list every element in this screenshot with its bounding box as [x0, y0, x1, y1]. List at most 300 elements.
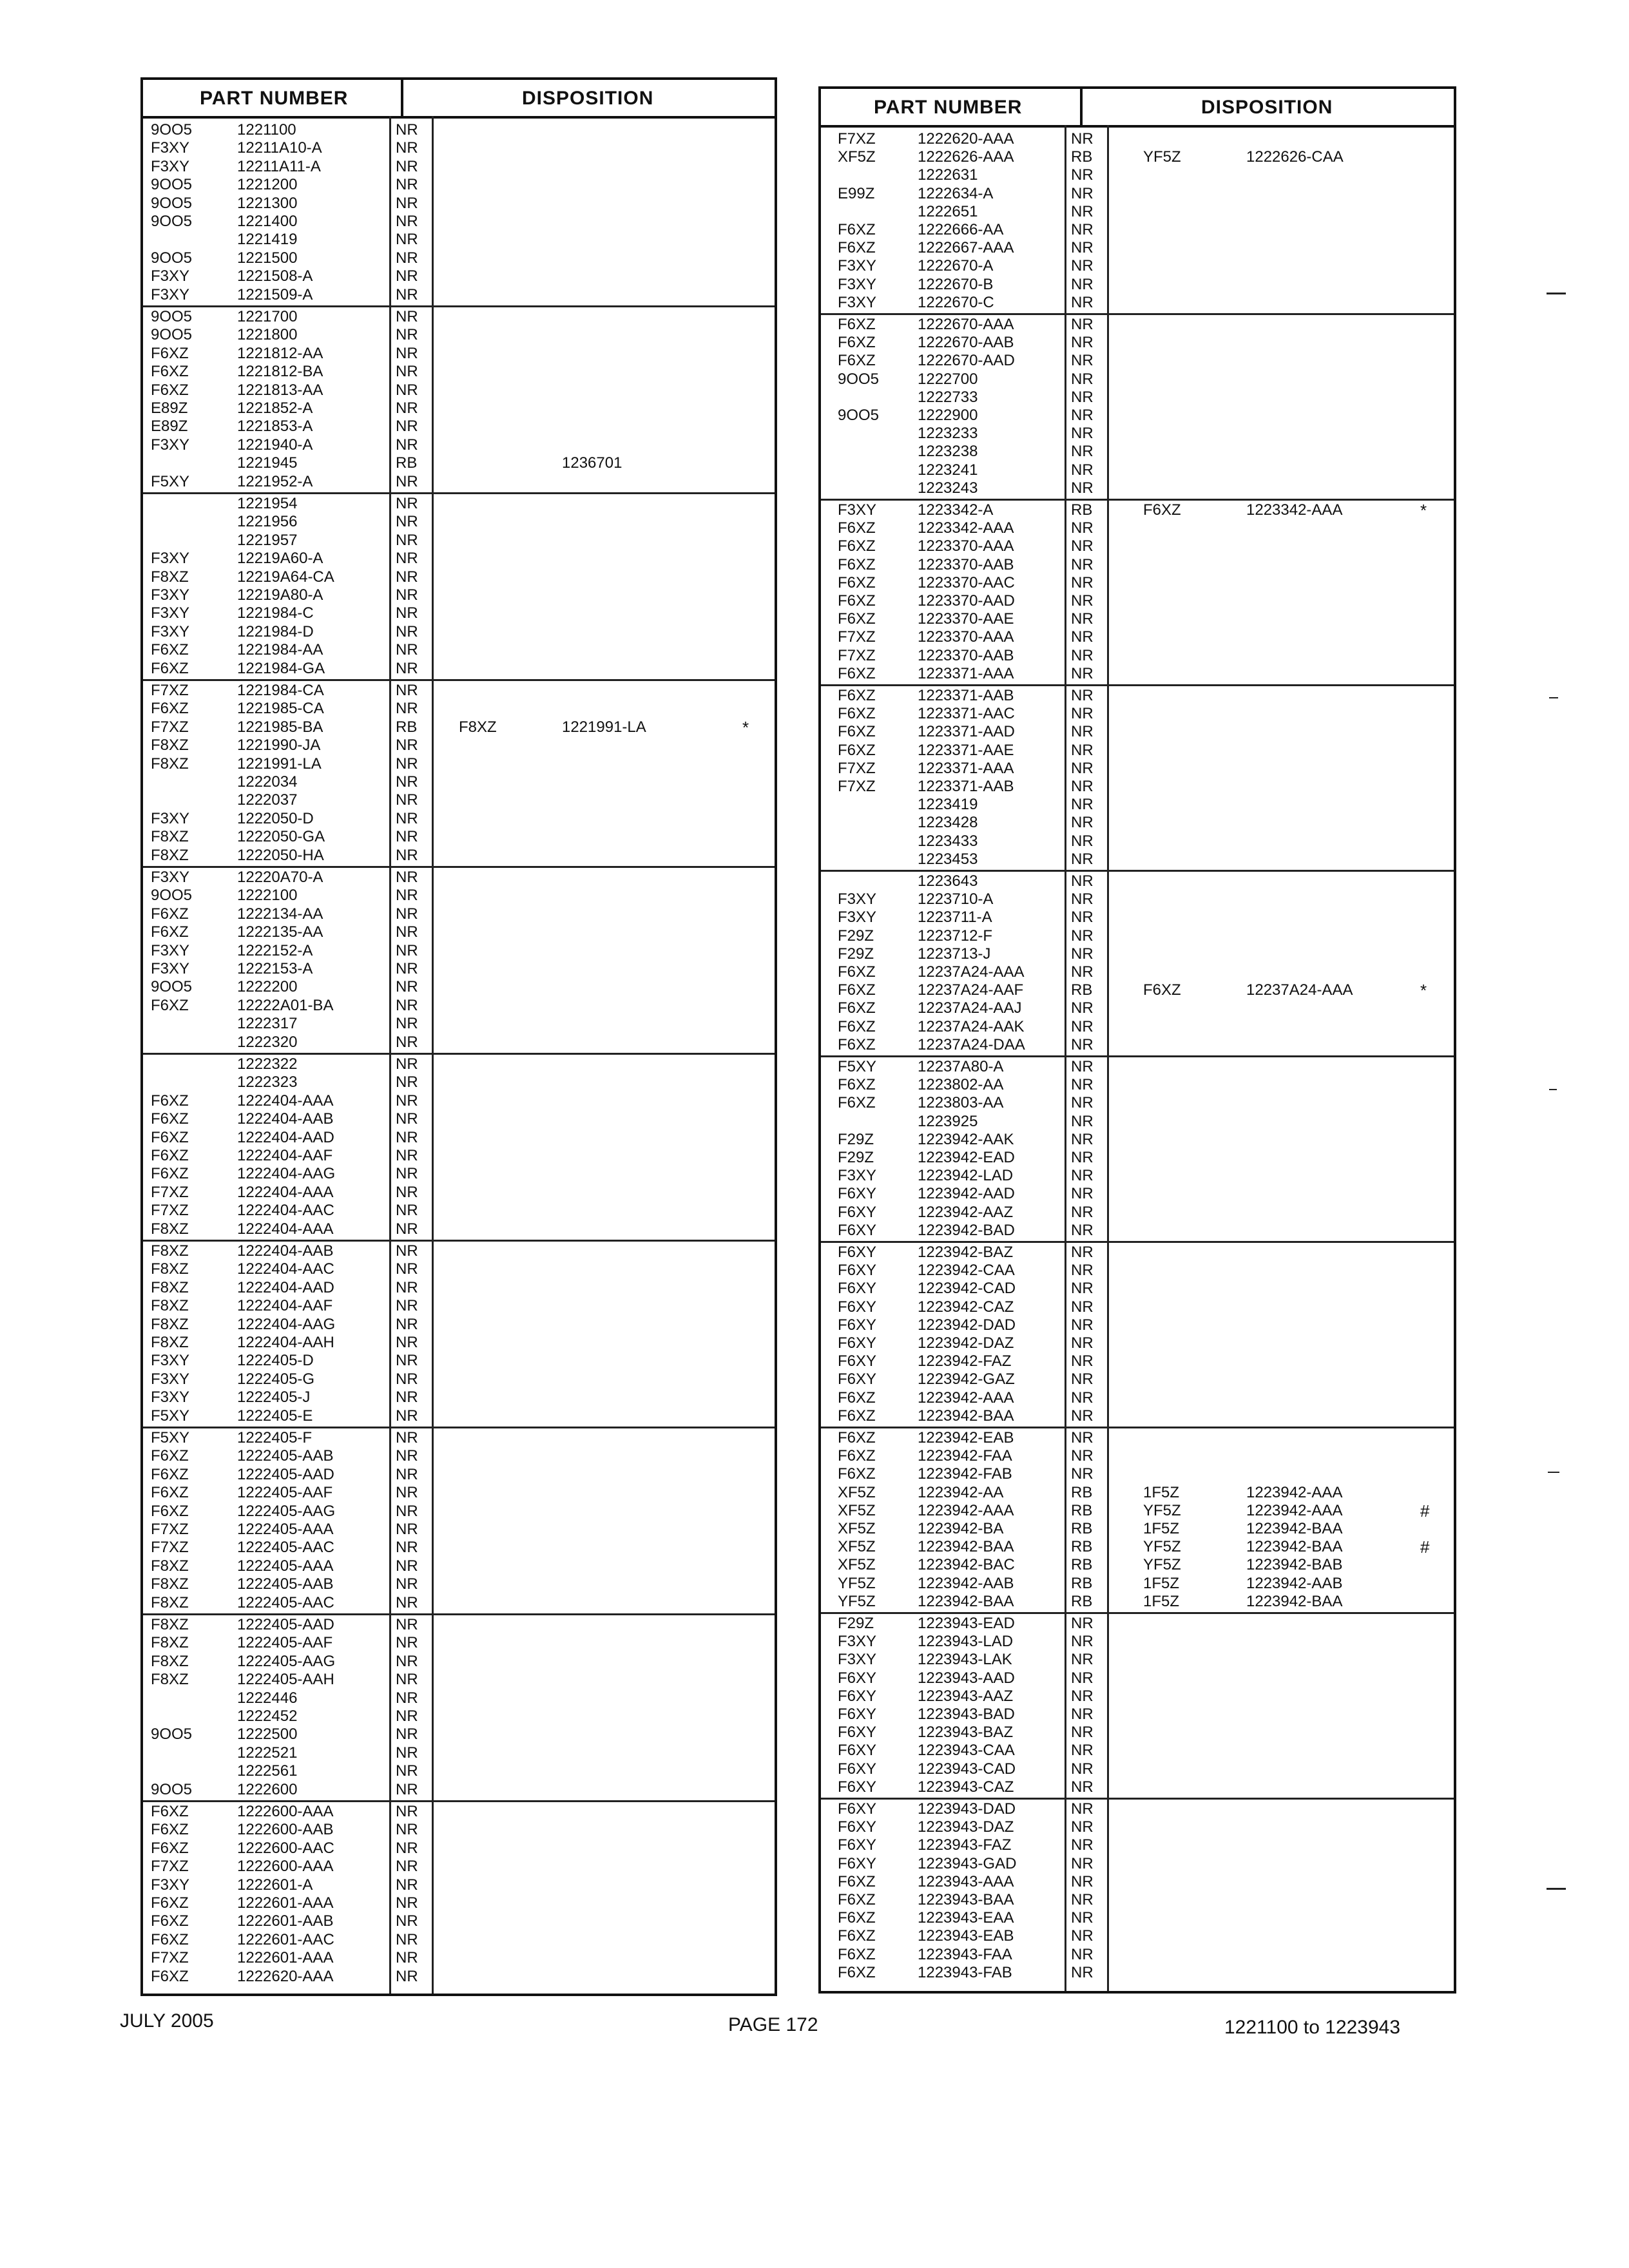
part-number: 1222320: [237, 1033, 298, 1051]
disposition-code: NR: [396, 213, 418, 230]
left-table-body: [143, 119, 775, 1994]
disposition-code: NR: [396, 399, 418, 417]
table-row: [821, 185, 1454, 203]
model-prefix: F6XY: [838, 1687, 877, 1705]
model-prefix: F6XZ: [838, 1963, 876, 1981]
part-number: 1222405-D: [237, 1352, 314, 1370]
table-row: [821, 501, 1454, 519]
part-number: 1223942-LAD: [918, 1167, 1014, 1185]
disposition-code: NR: [1071, 890, 1094, 908]
disposition-code: NR: [1071, 1706, 1094, 1723]
table-row: [143, 847, 775, 865]
disposition-code: RB: [1071, 1501, 1093, 1519]
part-number: 1223943-GAD: [918, 1854, 1017, 1872]
model-prefix: F5XY: [151, 1429, 190, 1446]
part-number: 1221940-A: [237, 436, 313, 454]
part-number: 1222323: [237, 1073, 298, 1091]
model-prefix: F3XY: [838, 1167, 877, 1185]
part-number: 12219A80-A: [237, 586, 323, 604]
table-row: [143, 1821, 775, 1839]
disposition-code: NR: [1071, 316, 1094, 333]
part-number: 1221985-BA: [237, 718, 323, 736]
part-number: 1222404-AAG: [237, 1165, 336, 1183]
model-prefix: F7XZ: [838, 646, 876, 664]
table-row: [143, 1503, 775, 1521]
part-number: 1221984-D: [237, 622, 314, 640]
model-prefix: F6XZ: [151, 1803, 189, 1820]
part-number: 1222405-G: [237, 1370, 315, 1388]
row-group: [821, 684, 1454, 872]
table-row: [821, 1222, 1454, 1240]
table-row: [143, 1260, 775, 1278]
model-prefix: F6XZ: [838, 1407, 876, 1425]
table-row: [821, 425, 1454, 443]
disposition-code: NR: [1071, 257, 1094, 275]
disposition-code: NR: [1071, 687, 1094, 704]
disposition-code: NR: [396, 1370, 418, 1388]
table-row: [821, 1800, 1454, 1818]
part-number: 1222733: [918, 388, 978, 406]
model-prefix: F3XY: [838, 293, 877, 311]
replacement-prefix: 1F5Z: [1143, 1483, 1180, 1501]
row-group: [143, 679, 775, 868]
part-number: 1223942-AAZ: [918, 1203, 1014, 1221]
replacement-prefix: 1F5Z: [1143, 1574, 1180, 1592]
model-prefix: F3XY: [838, 501, 877, 519]
disposition-code: NR: [396, 1183, 418, 1201]
part-number: 1223942-AAK: [918, 1130, 1014, 1148]
row-group: [821, 128, 1454, 315]
model-prefix: F7XZ: [151, 1539, 189, 1557]
disposition-code: NR: [396, 495, 418, 512]
table-row: [821, 1538, 1454, 1556]
disposition-code: NR: [396, 1557, 418, 1575]
table-row: [821, 479, 1454, 497]
part-number: 1221984-AA: [237, 641, 323, 659]
table-row: [143, 1110, 775, 1128]
part-number: 1222404-AAB: [237, 1110, 334, 1128]
part-number: 1223942-AAA: [918, 1501, 1014, 1519]
disposition-code: NR: [1071, 1963, 1094, 1981]
disposition-code: NR: [396, 1220, 418, 1238]
disposition-code: NR: [1071, 1370, 1094, 1389]
disposition-code: RB: [1071, 1538, 1093, 1556]
part-number: 1223370-AAB: [918, 646, 1014, 664]
right-parts-table: [818, 86, 1456, 1994]
table-row: [143, 1279, 775, 1297]
model-prefix: F7XZ: [838, 778, 876, 795]
disposition-code: NR: [396, 1671, 418, 1689]
part-number: 12220A70-A: [237, 869, 323, 886]
replacement-prefix: YF5Z: [1143, 1501, 1181, 1519]
table-row: [143, 1931, 775, 1949]
part-number: 1223943-FAA: [918, 1945, 1012, 1963]
model-prefix: F8XZ: [151, 1593, 189, 1611]
table-row: [143, 1968, 775, 1986]
model-prefix: F7XZ: [151, 1183, 189, 1201]
table-row: [821, 1185, 1454, 1203]
disposition-code: RB: [396, 454, 418, 472]
model-prefix: F6XZ: [151, 344, 189, 362]
part-number: 1223942-CAZ: [918, 1298, 1014, 1316]
part-number: 1222670-B: [918, 275, 994, 293]
replacement-part-number: 1223942-AAA: [1246, 1483, 1343, 1501]
model-prefix: F8XZ: [151, 1634, 189, 1652]
disposition-code: NR: [1071, 239, 1094, 257]
model-prefix: F6XZ: [838, 316, 876, 333]
table-row: [821, 1687, 1454, 1706]
disposition-code: NR: [1071, 963, 1094, 981]
disposition-code: NR: [396, 1707, 418, 1725]
table-row: [143, 1073, 775, 1091]
part-number: 1222134-AA: [237, 905, 323, 923]
model-prefix: 9OO5: [151, 249, 193, 267]
disposition-code: NR: [1071, 1167, 1094, 1185]
disposition-code: NR: [396, 121, 418, 139]
disposition-code: NR: [1071, 221, 1094, 238]
model-prefix: F6XZ: [151, 1165, 189, 1183]
table-row: [821, 760, 1454, 778]
disposition-code: NR: [1071, 1633, 1094, 1651]
part-number: 1221419: [237, 231, 298, 249]
model-prefix: 9OO5: [151, 213, 193, 230]
model-prefix: F5XY: [151, 472, 190, 490]
table-row: [821, 1149, 1454, 1167]
model-prefix: F7XZ: [838, 130, 876, 148]
disposition-code: NR: [396, 682, 418, 699]
model-prefix: F6XZ: [838, 573, 876, 591]
disposition-code: NR: [396, 1930, 418, 1948]
part-number: 1222561: [237, 1762, 298, 1780]
disposition-code: NR: [1071, 628, 1094, 646]
model-prefix: F6XY: [838, 1298, 877, 1316]
model-prefix: F8XZ: [151, 736, 189, 754]
part-number: 1222600-AAA: [237, 1803, 334, 1820]
model-prefix: XF5Z: [838, 1556, 876, 1574]
part-number: 1222405-E: [237, 1407, 313, 1425]
table-row: [143, 532, 775, 550]
table-row: [143, 1466, 775, 1484]
right-column-divider: [1080, 89, 1083, 125]
part-number: 1222405-AAD: [237, 1465, 334, 1483]
table-row: [821, 334, 1454, 352]
part-number: 1223942-BAA: [918, 1592, 1014, 1610]
part-number: 1223943-EAD: [918, 1615, 1015, 1632]
part-number: 1223942-FAA: [918, 1447, 1012, 1465]
disposition-code: NR: [1071, 759, 1094, 777]
table-row: [821, 1076, 1454, 1094]
disposition-code: NR: [396, 1389, 418, 1407]
row-group: [143, 305, 775, 494]
part-number: 1222601-AAC: [237, 1930, 334, 1948]
part-number: 1223942-EAD: [918, 1149, 1015, 1166]
disposition-code: NR: [1071, 184, 1094, 202]
model-prefix: 9OO5: [838, 407, 880, 424]
model-prefix: F6XZ: [838, 239, 876, 257]
disposition-code: NR: [1071, 1615, 1094, 1632]
disposition-code: NR: [1071, 610, 1094, 628]
table-row: [821, 1352, 1454, 1370]
disposition-code: NR: [1071, 1651, 1094, 1669]
disposition-code: NR: [1071, 275, 1094, 293]
disposition-code: NR: [1071, 927, 1094, 945]
table-row: [821, 1855, 1454, 1873]
replacement-prefix: YF5Z: [1143, 1538, 1181, 1556]
disposition-code: NR: [1071, 1076, 1094, 1094]
part-number: 1223342-AAA: [918, 519, 1014, 537]
table-row: [821, 461, 1454, 479]
model-prefix: F6XY: [838, 1370, 877, 1389]
table-row: [821, 723, 1454, 741]
row-group: [143, 119, 775, 307]
disposition-code: RB: [1071, 1592, 1093, 1610]
table-row: [821, 1909, 1454, 1927]
table-row: [143, 1370, 775, 1389]
part-number: 1221200: [237, 176, 298, 194]
table-row: [821, 945, 1454, 963]
table-row: [143, 942, 775, 960]
table-row: [821, 148, 1454, 166]
part-number: 1223712-F: [918, 927, 993, 945]
model-prefix: 9OO5: [151, 176, 193, 194]
part-number: 1223942-AAB: [918, 1574, 1014, 1592]
note-marker: #: [1420, 1537, 1430, 1557]
part-number: 1223942-BAZ: [918, 1244, 1014, 1261]
table-row: [143, 1015, 775, 1033]
table-row: [143, 1744, 775, 1762]
table-row: [143, 604, 775, 622]
part-number: 12237A80-A: [918, 1058, 1004, 1075]
disposition-code: NR: [396, 1616, 418, 1633]
part-number: 1221984-C: [237, 604, 314, 622]
table-row: [821, 1651, 1454, 1669]
table-row: [143, 1781, 775, 1799]
part-number: 1223371-AAA: [918, 759, 1014, 777]
part-number: 1222900: [918, 407, 978, 424]
model-prefix: F3XY: [838, 257, 877, 275]
model-prefix: F7XZ: [151, 1949, 189, 1967]
part-number: 1222601-AAA: [237, 1949, 334, 1967]
part-number: 1223943-BAA: [918, 1891, 1014, 1908]
disposition-code: NR: [1071, 1185, 1094, 1203]
disposition-code: NR: [396, 531, 418, 549]
model-prefix: F6XY: [838, 1316, 877, 1334]
model-prefix: F6XZ: [838, 1447, 876, 1465]
disposition-code: NR: [1071, 741, 1094, 759]
model-prefix: F5XY: [151, 1407, 190, 1425]
disposition-code: NR: [396, 1652, 418, 1670]
model-prefix: F29Z: [838, 945, 874, 963]
margin-mark: [1549, 697, 1558, 698]
model-prefix: F3XY: [151, 267, 190, 285]
part-number: 1222404-AAD: [237, 1128, 334, 1146]
model-prefix: F8XZ: [151, 1260, 189, 1278]
part-number: 1223241: [918, 461, 978, 479]
replacement-prefix: F6XZ: [1143, 501, 1181, 519]
model-prefix: F6XZ: [838, 352, 876, 370]
table-row: [143, 550, 775, 568]
part-number: 1223943-AAZ: [918, 1687, 1014, 1705]
table-row: [821, 370, 1454, 389]
disposition-code: NR: [396, 1278, 418, 1296]
part-number: 1222631: [918, 166, 978, 184]
model-prefix: XF5Z: [838, 148, 876, 166]
model-prefix: F6XZ: [838, 1035, 876, 1053]
model-prefix: F6XZ: [838, 519, 876, 537]
part-number: 12237A24-AAF: [918, 981, 1024, 999]
table-row: [143, 1147, 775, 1165]
part-number: 1223942-AAD: [918, 1185, 1015, 1203]
part-number: 1223342-A: [918, 501, 994, 519]
part-number: 1223942-CAA: [918, 1262, 1015, 1280]
model-prefix: F3XY: [151, 622, 190, 640]
disposition-code: NR: [1071, 1429, 1094, 1446]
disposition-code: NR: [396, 828, 418, 846]
model-prefix: F6XZ: [838, 723, 876, 741]
model-prefix: F6XZ: [151, 1091, 189, 1110]
replacement-prefix: YF5Z: [1143, 1556, 1181, 1574]
disposition-code: NR: [396, 1073, 418, 1091]
replacement-prefix: YF5Z: [1143, 148, 1181, 166]
disposition-code: NR: [1071, 1724, 1094, 1742]
disposition-code: NR: [396, 641, 418, 659]
part-number: 1222152-A: [237, 941, 313, 959]
disposition-code: NR: [396, 1689, 418, 1707]
disposition-code: NR: [1071, 1687, 1094, 1705]
model-prefix: F8XZ: [151, 1220, 189, 1238]
model-prefix: F3XY: [151, 809, 190, 827]
table-row: [821, 1760, 1454, 1778]
model-prefix: F6XZ: [838, 610, 876, 628]
disposition-code: NR: [1071, 1352, 1094, 1370]
part-number: 1221990-JA: [237, 736, 321, 754]
model-prefix: F6XZ: [838, 1891, 876, 1908]
disposition-code: NR: [1071, 1836, 1094, 1854]
model-prefix: F3XY: [151, 285, 190, 303]
table-row: [821, 352, 1454, 370]
table-row: [143, 436, 775, 454]
part-number: 1223942-EAB: [918, 1429, 1014, 1446]
table-row: [821, 850, 1454, 869]
model-prefix: F6XY: [838, 1778, 877, 1796]
disposition-code: NR: [1071, 1244, 1094, 1261]
disposition-code: NR: [1071, 1760, 1094, 1778]
table-row: [821, 1280, 1454, 1298]
disposition-code: NR: [1071, 1058, 1094, 1075]
disposition-code: NR: [396, 1912, 418, 1930]
model-prefix: F6XZ: [838, 705, 876, 723]
part-number: 1223371-AAD: [918, 723, 1015, 741]
table-row: [143, 1184, 775, 1202]
model-prefix: F6XY: [838, 1742, 877, 1760]
part-number: 1222034: [237, 773, 298, 791]
disposition-code: NR: [396, 960, 418, 977]
disposition-code: NR: [1071, 1262, 1094, 1280]
part-number: 1222050-GA: [237, 828, 325, 846]
disposition-code: NR: [396, 1110, 418, 1128]
model-prefix: F29Z: [838, 1615, 874, 1632]
model-prefix: F6XZ: [838, 1465, 876, 1483]
footer-page-number: PAGE 172: [728, 2014, 818, 2035]
table-row: [143, 1858, 775, 1876]
table-row: [143, 1539, 775, 1557]
model-prefix: F6XY: [838, 1244, 877, 1261]
part-number: 1222667-AAA: [918, 239, 1014, 257]
model-prefix: F7XZ: [151, 682, 189, 699]
part-number: 1222404-AAH: [237, 1334, 334, 1351]
model-prefix: F6XY: [838, 1760, 877, 1778]
table-row: [821, 963, 1454, 981]
table-row: [143, 1429, 775, 1447]
model-prefix: F3XY: [151, 869, 190, 886]
disposition-code: NR: [396, 1242, 418, 1260]
part-number: 1222405-AAG: [237, 1502, 336, 1520]
part-number: 1223371-AAB: [918, 687, 1014, 704]
table-row: [821, 1370, 1454, 1389]
table-row: [821, 1204, 1454, 1222]
table-row: [821, 814, 1454, 832]
disposition-code: NR: [396, 1447, 418, 1465]
table-row: [821, 1836, 1454, 1854]
table-row: [821, 537, 1454, 555]
part-number: 1223943-LAK: [918, 1651, 1012, 1669]
part-number: 12237A24-AAA: [918, 963, 1025, 981]
model-prefix: F6XY: [838, 1724, 877, 1742]
model-prefix: 9OO5: [151, 308, 193, 325]
disposition-code: NR: [396, 773, 418, 791]
model-prefix: F6XZ: [838, 664, 876, 682]
model-prefix: F6XZ: [838, 1389, 876, 1407]
disposition-code: NR: [396, 923, 418, 941]
table-row: [143, 1242, 775, 1260]
replacement-part-number: 12237A24-AAA: [1246, 981, 1353, 999]
table-row: [821, 389, 1454, 407]
disposition-code: NR: [396, 139, 418, 157]
part-number-header: PART NUMBER: [874, 97, 1023, 118]
model-prefix: 9OO5: [151, 1780, 193, 1798]
table-row: [821, 1615, 1454, 1633]
disposition-code: NR: [1071, 202, 1094, 220]
disposition-code: NR: [396, 1780, 418, 1798]
table-row: [143, 1297, 775, 1315]
table-row: [143, 1707, 775, 1725]
disposition-code: NR: [396, 1407, 418, 1425]
model-prefix: F8XZ: [151, 568, 189, 586]
table-row: [143, 568, 775, 586]
left-column-divider: [401, 80, 403, 116]
table-row: [821, 1927, 1454, 1945]
disposition-code: NR: [396, 978, 418, 996]
table-row: [143, 1894, 775, 1912]
disposition-code: NR: [396, 326, 418, 344]
disposition-code: NR: [1071, 1112, 1094, 1130]
part-number: 1222620-AAA: [918, 130, 1014, 148]
table-row: [143, 586, 775, 604]
disposition-code: NR: [396, 436, 418, 454]
table-row: [143, 1725, 775, 1744]
model-prefix: F6XZ: [151, 1447, 189, 1465]
disposition-code: NR: [396, 1858, 418, 1876]
model-prefix: F8XZ: [151, 1334, 189, 1351]
model-prefix: F8XZ: [151, 1652, 189, 1670]
table-row: [821, 1094, 1454, 1112]
model-prefix: F6XY: [838, 1818, 877, 1836]
part-number: 1223942-AA: [918, 1483, 1004, 1501]
table-row: [143, 623, 775, 641]
table-row: [821, 647, 1454, 665]
margin-mark: [1547, 293, 1566, 294]
model-prefix: F6XZ: [838, 1429, 876, 1446]
